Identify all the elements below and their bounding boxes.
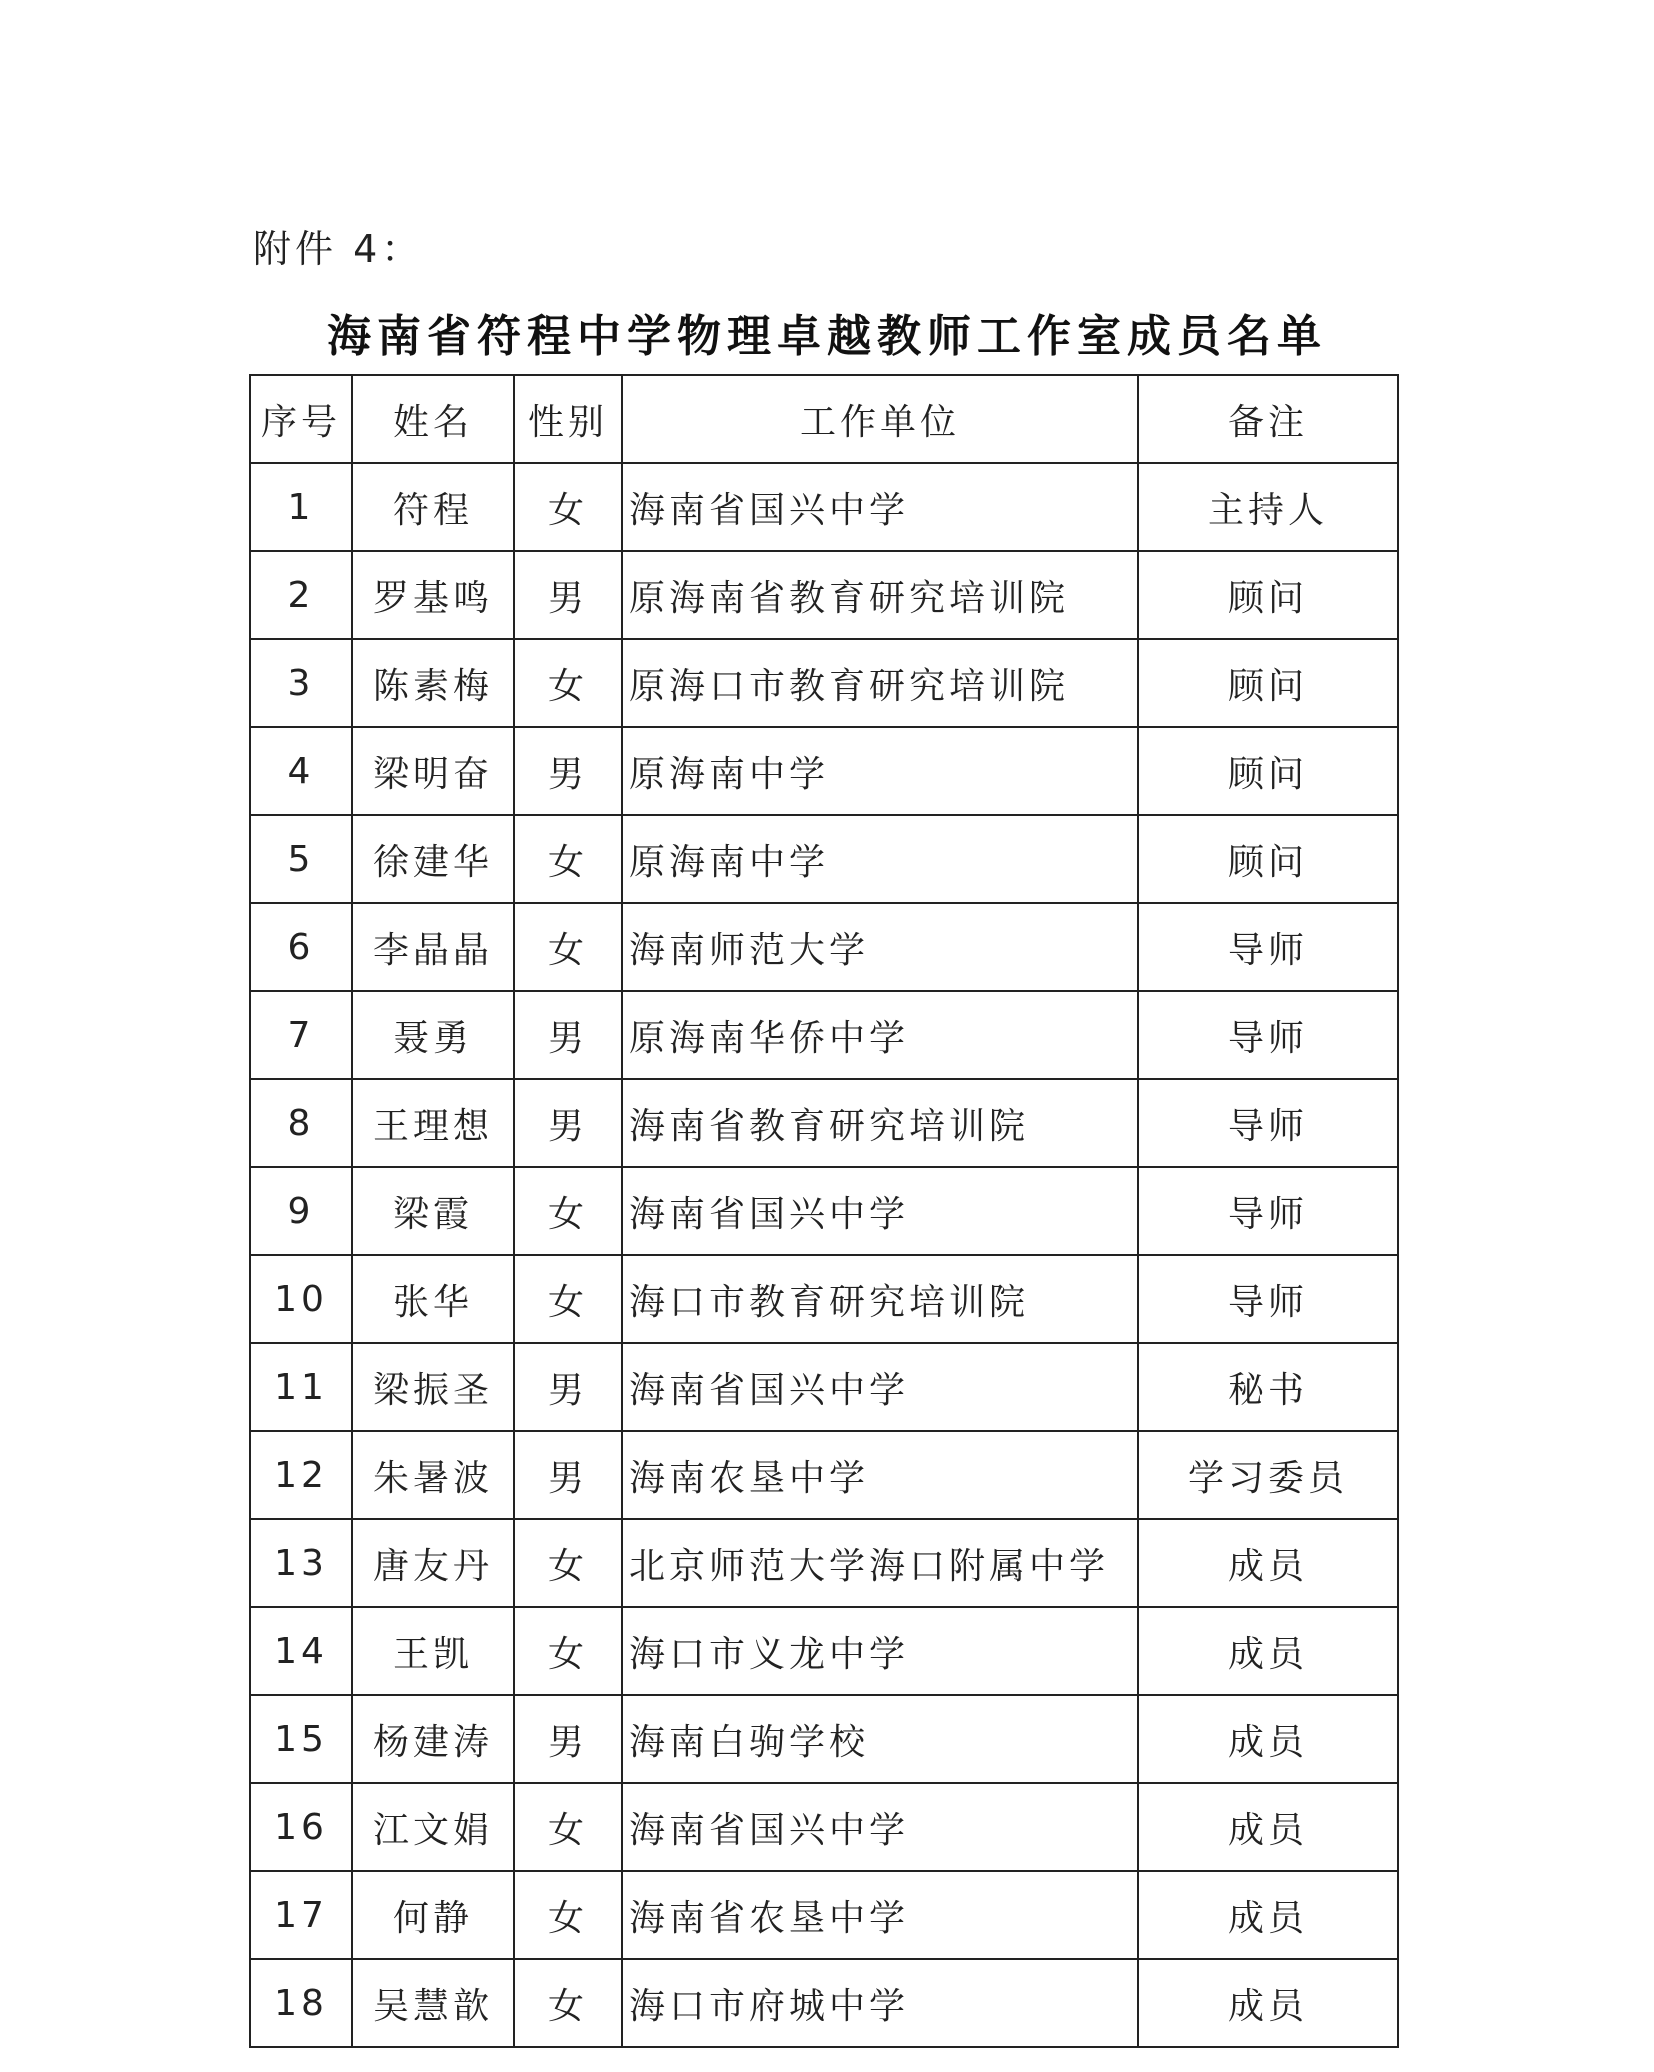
table-header-row (250, 375, 1398, 463)
member-work-unit: 原海南中学 (622, 727, 1138, 815)
table-row (250, 463, 1398, 551)
table-row (250, 727, 1398, 815)
member-remark: 成员 (1138, 1959, 1398, 2047)
member-gender: 女 (514, 1871, 622, 1959)
member-gender: 男 (514, 991, 622, 1079)
member-gender: 女 (514, 639, 622, 727)
member-gender: 女 (514, 1959, 622, 2047)
member-gender: 女 (514, 1519, 622, 1607)
member-gender: 男 (514, 1343, 622, 1431)
member-gender: 女 (514, 815, 622, 903)
member-gender: 女 (514, 903, 622, 991)
member-work-unit: 原海南华侨中学 (622, 991, 1138, 1079)
row-index: 10 (250, 1255, 352, 1343)
header-name: 姓名 (352, 375, 514, 463)
member-gender: 女 (514, 1783, 622, 1871)
member-work-unit: 海南省国兴中学 (622, 1167, 1138, 1255)
header-index: 序号 (250, 375, 352, 463)
member-name: 徐建华 (352, 815, 514, 903)
member-remark: 成员 (1138, 1519, 1398, 1607)
member-name: 陈素梅 (352, 639, 514, 727)
table-row (250, 1695, 1398, 1783)
member-work-unit: 海南省农垦中学 (622, 1871, 1138, 1959)
document-title: 海南省符程中学物理卓越教师工作室成员名单 (327, 311, 1327, 362)
member-name: 何静 (352, 1871, 514, 1959)
member-remark: 导师 (1138, 1079, 1398, 1167)
row-index: 6 (250, 903, 352, 991)
row-index: 13 (250, 1519, 352, 1607)
member-name: 罗基鸣 (352, 551, 514, 639)
member-name: 王凯 (352, 1607, 514, 1695)
row-index: 15 (250, 1695, 352, 1783)
member-remark: 主持人 (1138, 463, 1398, 551)
table-row (250, 1079, 1398, 1167)
header-remark: 备注 (1138, 375, 1398, 463)
table-row (250, 551, 1398, 639)
table-row (250, 1343, 1398, 1431)
table-body (250, 463, 1398, 2047)
member-work-unit: 海南白驹学校 (622, 1695, 1138, 1783)
member-remark: 导师 (1138, 1255, 1398, 1343)
table-row (250, 1871, 1398, 1959)
member-name: 梁霞 (352, 1167, 514, 1255)
member-gender: 女 (514, 463, 622, 551)
member-work-unit: 海南农垦中学 (622, 1431, 1138, 1519)
header-gender: 性别 (514, 375, 622, 463)
member-name: 吴慧歆 (352, 1959, 514, 2047)
table-row (250, 903, 1398, 991)
member-remark: 顾问 (1138, 815, 1398, 903)
table-row (250, 1167, 1398, 1255)
table-row (250, 815, 1398, 903)
member-remark: 秘书 (1138, 1343, 1398, 1431)
row-index: 7 (250, 991, 352, 1079)
member-name: 王理想 (352, 1079, 514, 1167)
member-gender: 男 (514, 1695, 622, 1783)
member-name: 聂勇 (352, 991, 514, 1079)
table-row (250, 1783, 1398, 1871)
table-row (250, 1519, 1398, 1607)
member-remark: 成员 (1138, 1607, 1398, 1695)
table-row (250, 1959, 1398, 2047)
member-remark: 导师 (1138, 991, 1398, 1079)
member-name: 符程 (352, 463, 514, 551)
member-remark: 顾问 (1138, 727, 1398, 815)
row-index: 17 (250, 1871, 352, 1959)
header-work-unit: 工作单位 (622, 375, 1138, 463)
row-index: 11 (250, 1343, 352, 1431)
member-work-unit: 海口市府城中学 (622, 1959, 1138, 2047)
member-work-unit: 海口市教育研究培训院 (622, 1255, 1138, 1343)
member-name: 杨建涛 (352, 1695, 514, 1783)
member-work-unit: 海南省国兴中学 (622, 1343, 1138, 1431)
row-index: 12 (250, 1431, 352, 1519)
table-row (250, 1255, 1398, 1343)
member-gender: 男 (514, 727, 622, 815)
member-work-unit: 原海南中学 (622, 815, 1138, 903)
row-index: 3 (250, 639, 352, 727)
table-row (250, 1607, 1398, 1695)
member-remark: 成员 (1138, 1783, 1398, 1871)
member-work-unit: 原海南省教育研究培训院 (622, 551, 1138, 639)
table-row (250, 991, 1398, 1079)
member-name: 张华 (352, 1255, 514, 1343)
members-table (249, 374, 1399, 2048)
member-remark: 导师 (1138, 903, 1398, 991)
member-work-unit: 海南省教育研究培训院 (622, 1079, 1138, 1167)
row-index: 14 (250, 1607, 352, 1695)
member-remark: 成员 (1138, 1871, 1398, 1959)
member-remark: 顾问 (1138, 639, 1398, 727)
member-gender: 女 (514, 1607, 622, 1695)
member-work-unit: 海南省国兴中学 (622, 463, 1138, 551)
member-work-unit: 北京师范大学海口附属中学 (622, 1519, 1138, 1607)
member-remark: 导师 (1138, 1167, 1398, 1255)
member-name: 梁振圣 (352, 1343, 514, 1431)
table-row (250, 1431, 1398, 1519)
member-name: 唐友丹 (352, 1519, 514, 1607)
member-work-unit: 海口市义龙中学 (622, 1607, 1138, 1695)
attachment-label: 附件 4： (253, 227, 424, 271)
row-index: 2 (250, 551, 352, 639)
member-gender: 男 (514, 1431, 622, 1519)
member-name: 李晶晶 (352, 903, 514, 991)
member-work-unit: 海南省国兴中学 (622, 1783, 1138, 1871)
row-index: 4 (250, 727, 352, 815)
row-index: 16 (250, 1783, 352, 1871)
row-index: 1 (250, 463, 352, 551)
row-index: 9 (250, 1167, 352, 1255)
member-work-unit: 原海口市教育研究培训院 (622, 639, 1138, 727)
member-gender: 女 (514, 1167, 622, 1255)
member-gender: 男 (514, 551, 622, 639)
member-gender: 女 (514, 1255, 622, 1343)
member-name: 江文娟 (352, 1783, 514, 1871)
row-index: 8 (250, 1079, 352, 1167)
member-remark: 学习委员 (1138, 1431, 1398, 1519)
member-name: 梁明奋 (352, 727, 514, 815)
table-row (250, 639, 1398, 727)
member-remark: 成员 (1138, 1695, 1398, 1783)
member-gender: 男 (514, 1079, 622, 1167)
member-name: 朱暑波 (352, 1431, 514, 1519)
member-work-unit: 海南师范大学 (622, 903, 1138, 991)
member-remark: 顾问 (1138, 551, 1398, 639)
row-index: 5 (250, 815, 352, 903)
row-index: 18 (250, 1959, 352, 2047)
